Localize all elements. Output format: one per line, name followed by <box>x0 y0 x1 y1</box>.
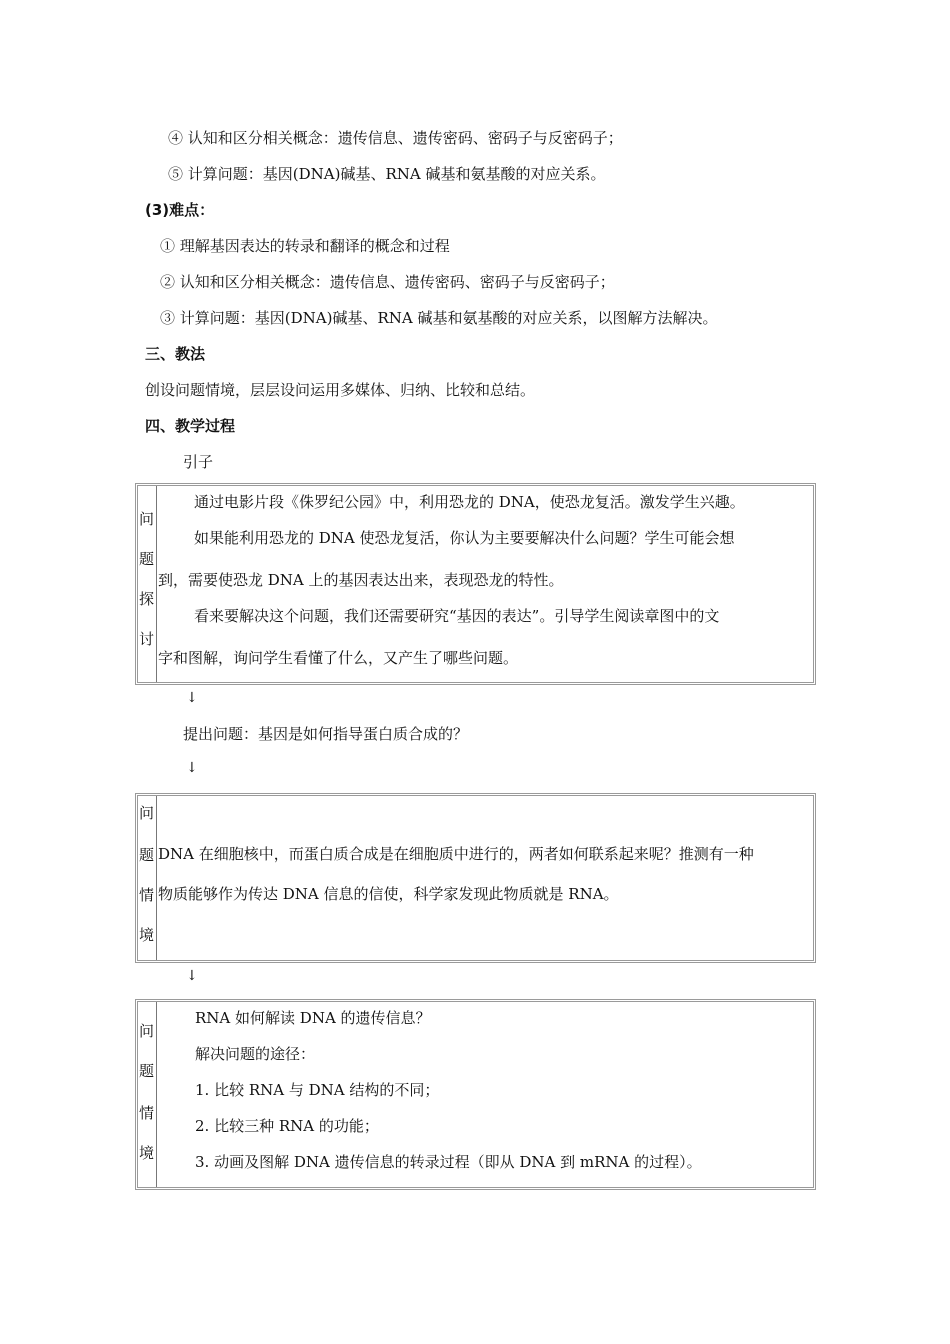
problem-discussion-box <box>135 483 816 685</box>
label-char: 题 <box>139 550 155 568</box>
label-char: 境 <box>139 926 155 944</box>
paragraph: RNA 如何解读 DNA 的遗传信息？ <box>195 1009 431 1027</box>
flow-arrow-down: ↓ <box>186 690 198 706</box>
flow-arrow-down: ↓ <box>186 760 198 776</box>
hard-point-2: ② 认知和区分相关概念：遗传信息、遗传密码、密码子与反密码子； <box>160 273 615 291</box>
list-item: 3. 动画及图解 DNA 遗传信息的转录过程（即从 DNA 到 mRNA 的过程）。 <box>195 1153 702 1171</box>
section-heading-process: 四、教学过程 <box>145 417 236 435</box>
hard-point-3: ③ 计算问题：基因(DNA)碱基、RNA 碱基和氨基酸的对应关系，以图解方法解决。 <box>160 309 718 327</box>
box-side-label <box>138 796 157 960</box>
paragraph: 字和图解，询问学生看懂了什么，又产生了哪些问题。 <box>158 649 519 667</box>
flow-arrow-down: ↓ <box>186 968 198 984</box>
intro-label: 引子 <box>183 453 214 471</box>
label-char: 题 <box>139 1062 155 1080</box>
section-heading-difficulties: (3)难点： <box>145 201 215 219</box>
difficulty-item-4: ④ 认知和区分相关概念：遗传信息、遗传密码、密码子与反密码子； <box>168 129 623 147</box>
label-char: 情 <box>139 1104 155 1122</box>
problem-context-box <box>135 793 816 963</box>
paragraph: 通过电影片段《侏罗纪公园》中，利用恐龙的 DNA，使恐龙复活。激发学生兴趣。 <box>194 493 745 511</box>
label-char: 探 <box>139 590 155 608</box>
label-char: 问 <box>139 510 155 528</box>
label-char: 题 <box>139 846 155 864</box>
paragraph: 物质能够作为传达 DNA 信息的信使，科学家发现此物质就是 RNA。 <box>158 885 619 903</box>
paragraph: 如果能利用恐龙的 DNA 使恐龙复活，你认为主要要解决什么问题？学生可能会想 <box>194 529 735 547</box>
hard-point-1: ① 理解基因表达的转录和翻译的概念和过程 <box>160 237 450 255</box>
label-char: 境 <box>139 1144 155 1162</box>
difficulty-item-5: ⑤ 计算问题：基因(DNA)碱基、RNA 碱基和氨基酸的对应关系。 <box>168 165 606 183</box>
paragraph: 解决问题的途径： <box>195 1045 316 1063</box>
paragraph: 看来要解决这个问题，我们还需要研究“基因的表达”。引导学生阅读章图中的文 <box>194 607 720 625</box>
question-text: 提出问题：基因是如何指导蛋白质合成的？ <box>183 725 469 743</box>
method-text: 创设问题情境，层层设问运用多媒体、归纳、比较和总结。 <box>145 381 536 399</box>
paragraph: DNA 在细胞核中，而蛋白质合成是在细胞质中进行的，两者如何联系起来呢？推测有一种 <box>158 845 754 863</box>
box-side-label <box>138 486 157 682</box>
problem-context-box-2 <box>135 999 816 1190</box>
label-char: 情 <box>139 886 155 904</box>
label-char: 问 <box>139 804 155 822</box>
label-char: 讨 <box>139 630 155 648</box>
label-char: 问 <box>139 1022 155 1040</box>
list-item: 2. 比较三种 RNA 的功能； <box>195 1117 379 1135</box>
list-item: 1. 比较 RNA 与 DNA 结构的不同； <box>195 1081 440 1099</box>
paragraph: 到，需要使恐龙 DNA 上的基因表达出来，表现恐龙的特性。 <box>158 571 564 589</box>
box-side-label <box>138 1002 157 1187</box>
section-heading-method: 三、教法 <box>145 345 206 363</box>
